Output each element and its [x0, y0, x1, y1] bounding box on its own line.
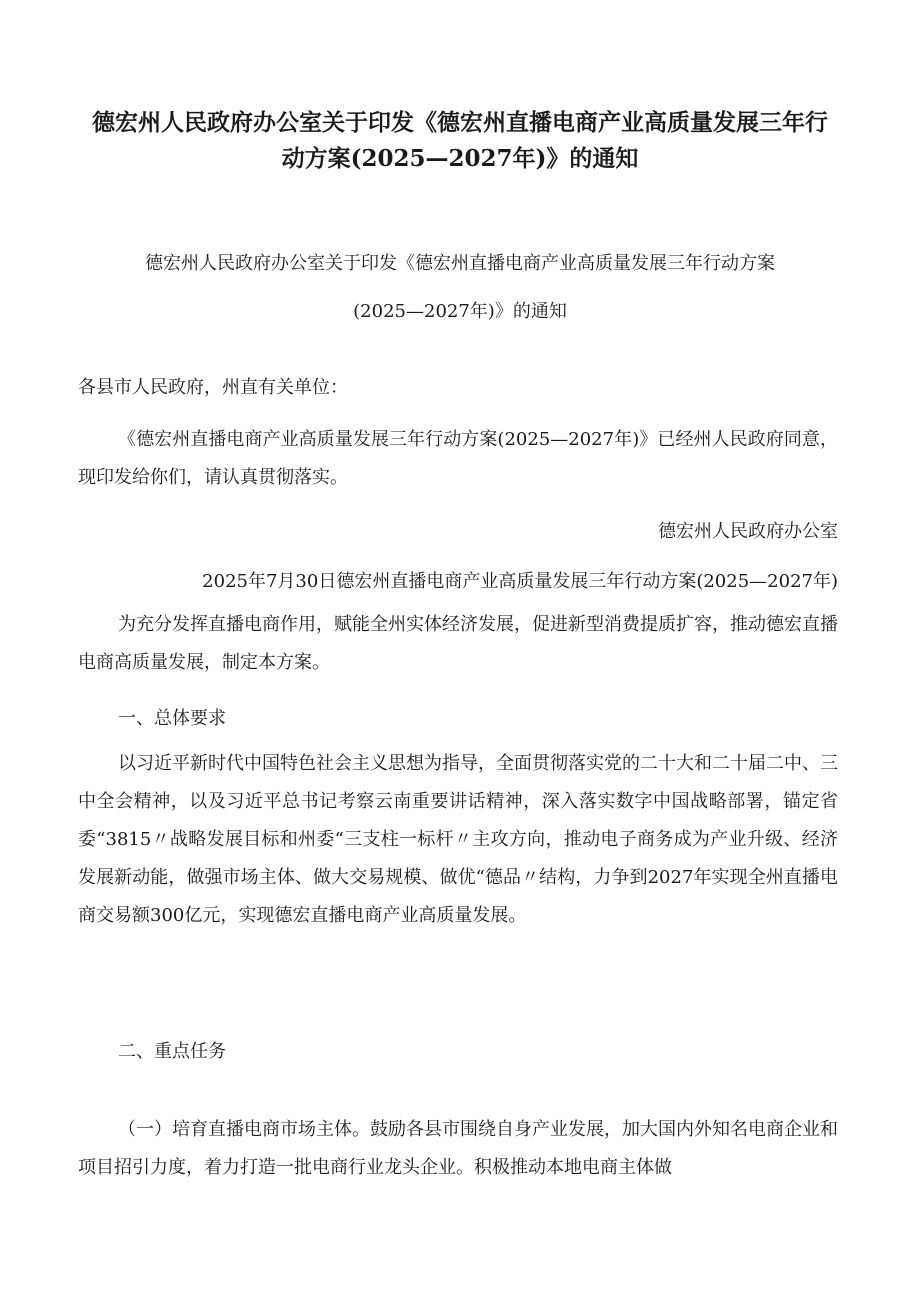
title-line-1: 德宏州人民政府办公室关于印发《德宏州直播电商产业高质量发展三年行 [92, 109, 828, 136]
section-heading-key-tasks: 二、重点任务 [118, 1041, 226, 1062]
document-subtitle [70, 240, 850, 336]
date-and-plan-title: 2025年7月30日德宏州直播电商产业高质量发展三年行动方案(2025—2027年) [202, 571, 838, 592]
task-1-paragraph: （一）培育直播电商市场主体。鼓励各县市围绕自身产业发展，加大国内外知名电商企业和项目招引力度，着力打造一批电商行业龙头企业。积极推动本地电商主体做 [78, 1119, 838, 1178]
section-body-general-requirements: 以习近平新时代中国特色社会主义思想为指导，全面贯彻落实党的二十大和二十届二中、三中全会精神，以及习近平总书记考察云南重要讲话精神，深入落实数字中国战略部署，锚定省委“3815〃战略发展目标和州委“三支柱一标杆〃主攻方向，推动电子商务成为产业升级、经济发展新动能，做强市场主体、做大交易规模、做优“德品〃结构，力争到2027年实现全州直播电商交易额300亿元，实现德宏直播电商产业高质量发展。 [78, 753, 838, 926]
issuer-signature: 德宏州人民政府办公室 [658, 521, 838, 542]
document-title [70, 105, 850, 177]
subtitle-line-2: (2025—2027年)》的通知 [353, 301, 567, 322]
intro-paragraph: 为充分发挥直播电商作用，赋能全州实体经济发展，促进新型消费提质扩容，推动德宏直播电商高质量发展，制定本方案。 [78, 614, 838, 673]
salutation: 各县市人民政府，州直有关单位： [78, 377, 348, 398]
notice-body: 《德宏州直播电商产业高质量发展三年行动方案(2025—2027年)》已经州人民政府同意，现印发给你们，请认真贯彻落实。 [78, 429, 838, 488]
subtitle-line-1: 德宏州人民政府办公室关于印发《德宏州直播电商产业高质量发展三年行动方案 [145, 253, 775, 274]
title-line-2: 动方案(2025—2027年)》的通知 [281, 145, 639, 172]
section-heading-general-requirements: 一、总体要求 [118, 708, 226, 729]
